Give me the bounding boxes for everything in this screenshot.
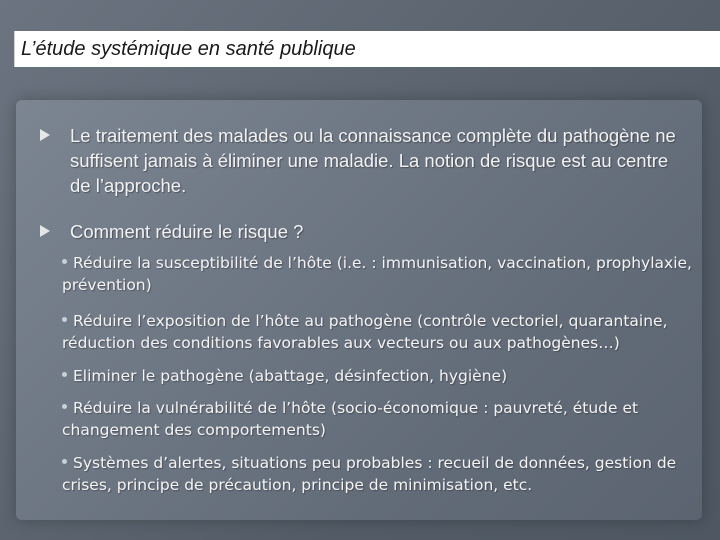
title-bar <box>14 31 720 67</box>
bullet-text: Le traitement des malades ou la connaissance complète du pathogène ne suffisent jamais à éliminer une maladie. La notion de risque est au centre de l’approche. <box>70 125 676 196</box>
dot-bullet-icon <box>62 459 67 464</box>
slide-title: L’étude systémique en santé publique <box>21 38 356 60</box>
dot-bullet-icon <box>62 404 67 409</box>
bullet-text: Comment réduire le risque ? <box>70 221 304 242</box>
sub-item-4 <box>62 397 692 441</box>
sub-item-3 <box>62 365 692 387</box>
sub-item-text: Réduire l’exposition de l’hôte au pathogène (contrôle vectoriel, quarantaine, réduction des conditions favorables aux vecteurs ou aux pathogènes…) <box>62 312 668 352</box>
arrow-bullet-icon <box>40 225 50 237</box>
arrow-bullet-icon <box>40 129 50 141</box>
sub-item-text: Réduire la susceptibilité de l’hôte (i.e. : immunisation, vaccination, prophylaxie, prévention) <box>62 254 692 294</box>
sub-item-1 <box>62 252 692 296</box>
dot-bullet-icon <box>62 372 67 377</box>
sub-item-text: Réduire la vulnérabilité de l’hôte (socio-économique : pauvreté, étude et changement des comportements) <box>62 399 639 439</box>
content-panel <box>16 100 702 520</box>
dot-bullet-icon <box>62 259 67 264</box>
bullet-item-1 <box>42 123 682 198</box>
bullet-item-2 <box>42 219 682 244</box>
sub-item-2 <box>62 310 692 354</box>
dot-bullet-icon <box>62 317 67 322</box>
sub-item-text: Systèmes d’alertes, situations peu probables : recueil de données, gestion de crises, principe de précaution, principe de minimisation, etc. <box>62 454 677 494</box>
sub-item-5 <box>62 452 692 496</box>
sub-item-text: Eliminer le pathogène (abattage, désinfection, hygiène) <box>73 367 508 385</box>
